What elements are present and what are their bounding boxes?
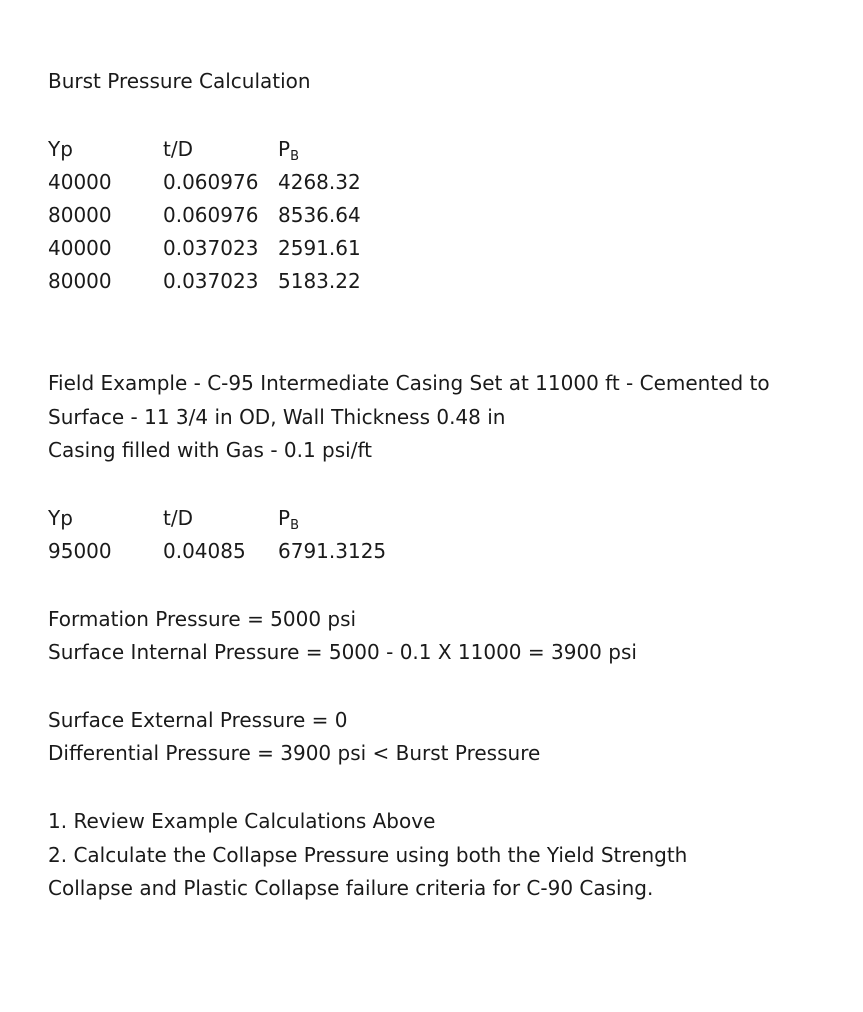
field-row-yp: 95000 <box>48 539 112 563</box>
burst-title: Burst Pressure Calculation <box>48 69 311 93</box>
burst-header-pb <box>278 137 299 165</box>
field-header-yp: Yp <box>48 506 73 530</box>
burst-row-1-td: 0.060976 <box>163 170 259 194</box>
formation-pressure: Formation Pressure = 5000 psi <box>48 607 357 631</box>
burst-row-2-td: 0.060976 <box>163 203 259 227</box>
burst-header-pb-main: P <box>278 137 291 161</box>
burst-row-2-yp: 80000 <box>48 203 112 227</box>
burst-row-4-td: 0.037023 <box>163 269 259 293</box>
burst-row-4-pb: 5183.22 <box>278 269 361 293</box>
task-item-2-line-1: 2. Calculate the Collapse Pressure using both the Yield Strength <box>48 843 688 867</box>
burst-row-3-pb: 2591.61 <box>278 236 361 260</box>
task-item-2-line-2: Collapse and Plastic Collapse failure criteria for C-90 Casing. <box>48 876 654 900</box>
field-row-td: 0.04085 <box>163 539 246 563</box>
burst-header-yp: Yp <box>48 137 73 161</box>
differential-pressure: Differential Pressure = 3900 psi < Burst Pressure <box>48 741 541 765</box>
burst-row-1-yp: 40000 <box>48 170 112 194</box>
surface-internal-pressure: Surface Internal Pressure = 5000 - 0.1 X 11000 = 3900 psi <box>48 640 637 664</box>
field-header-pb-sub: B <box>290 518 299 533</box>
field-header-pb-main: P <box>278 506 291 530</box>
burst-row-2-pb: 8536.64 <box>278 203 361 227</box>
field-row-pb: 6791.3125 <box>278 539 387 563</box>
burst-row-1-pb: 4268.32 <box>278 170 361 194</box>
field-header-pb <box>278 506 299 534</box>
burst-header-pb-sub: B <box>290 149 299 164</box>
field-example-line-1: Field Example - C-95 Intermediate Casing Set at 11000 ft - Cemented to <box>48 371 770 395</box>
field-header-td: t/D <box>163 506 193 530</box>
task-item-1: 1. Review Example Calculations Above <box>48 809 436 833</box>
burst-row-3-td: 0.037023 <box>163 236 259 260</box>
burst-row-4-yp: 80000 <box>48 269 112 293</box>
burst-header-td: t/D <box>163 137 193 161</box>
field-example-line-2: Surface - 11 3/4 in OD, Wall Thickness 0.48 in <box>48 405 506 429</box>
field-example-line-3: Casing filled with Gas - 0.1 psi/ft <box>48 438 372 462</box>
surface-external-pressure: Surface External Pressure = 0 <box>48 708 348 732</box>
burst-row-3-yp: 40000 <box>48 236 112 260</box>
